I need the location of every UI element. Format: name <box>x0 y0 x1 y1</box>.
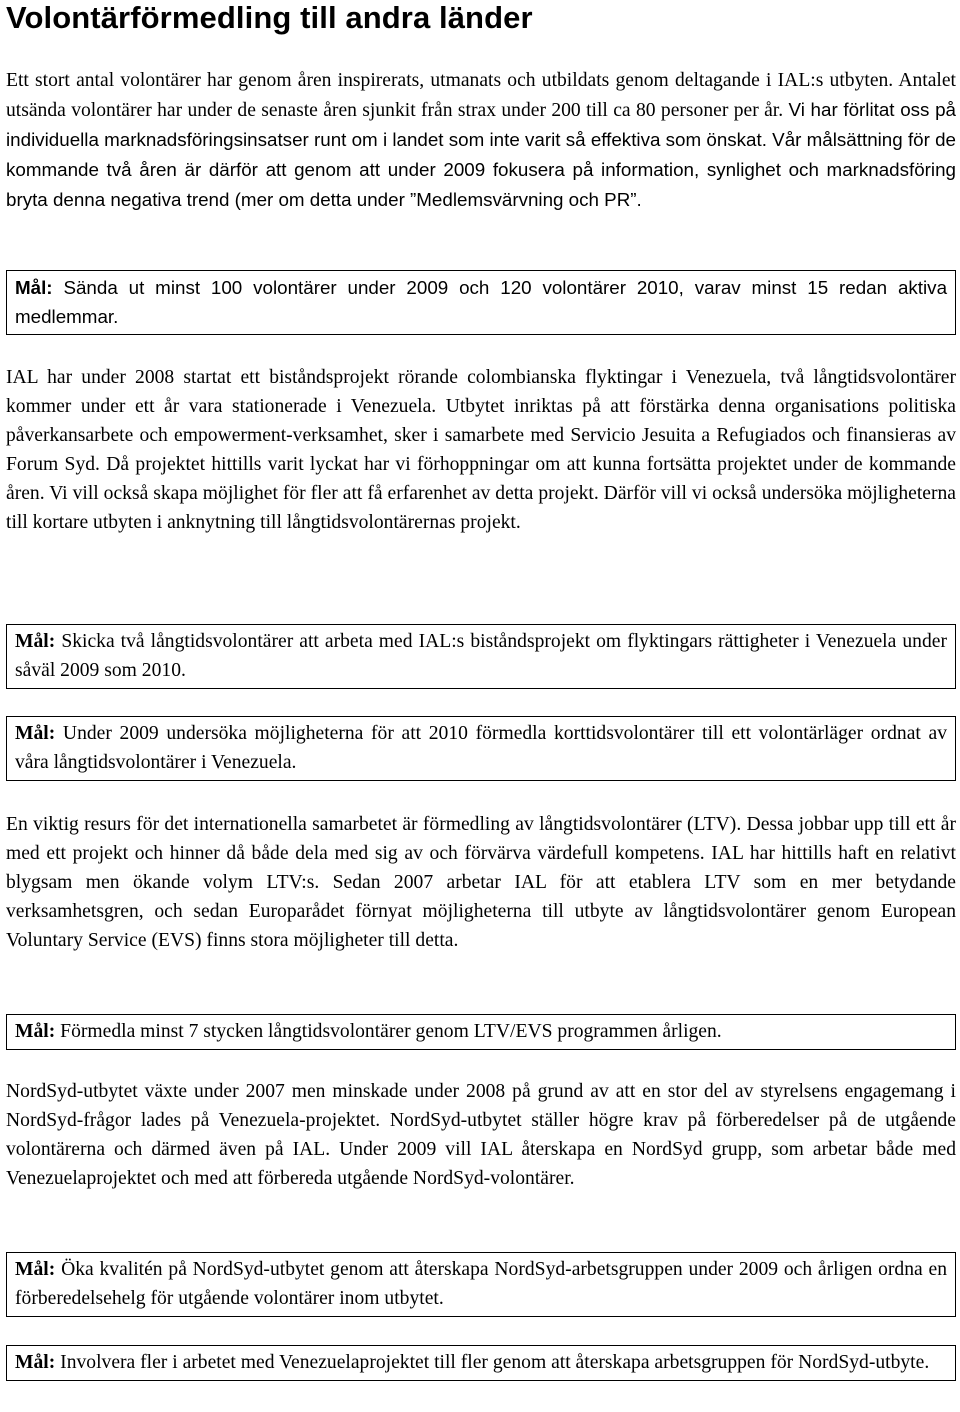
goal-box-4 <box>6 1014 956 1050</box>
goal-label: Mål: <box>15 1021 56 1042</box>
goal-label: Mål: <box>15 277 53 298</box>
goal-text: Förmedla minst 7 stycken långtidsvolontärer genom LTV/EVS programmen årligen. <box>60 1021 722 1042</box>
goal-text: Involvera fler i arbetet med Venezuelaprojektet till fler genom att återskapa arbetsgruppen för NordSyd-utbyte. <box>60 1352 930 1373</box>
venezuela-paragraph: IAL har under 2008 startat ett biståndsprojekt rörande colombianska flyktingar i Venezuela, två långtidsvolontärer kommer under ett år vara stationerade i Venezuela. Utbytet inriktas på att förstärka denna organisations politiska påverkansarbete och empowerment-verksamhet, sker i samarbete med Servicio Jesuita a Refugiados och finansieras av Forum Syd. Då projektet hittills varit lyckat har vi förhoppningar om att kunna fortsätta projektet under de kommande åren. Vi vill också skapa möjlighet för fler att få erfarenhet av detta projekt. Därför vill vi också undersöka möjligheterna till kortare utbyten i anknytning till långtidsvolontärernas projekt. <box>6 367 956 533</box>
ltv-paragraph: En viktig resurs för det internationella samarbetet är förmedling av långtidsvolontärer (LTV). Dessa jobbar upp till ett år med ett projekt och hinner då både dela med sig av och förvärva värdefull kompetens. IAL har hittills haft en relativt blygsam men ökande volym LTV:s. Sedan 2007 arbetar IAL för att etablera LTV som en mer betydande verksamhetsgren, och sedan Europarådet förnyat möjligheterna till utbyte av långtidsvolontärer genom European Voluntary Service (EVS) finns stora möjligheter till detta. <box>6 814 956 951</box>
goal-label: Mål: <box>15 631 56 652</box>
goal-box-2 <box>6 624 956 689</box>
intro-text-serif: Ett stort antal volontärer har genom åren inspirerats, utmanats och utbildats genom deltagande i IAL:s utbyten. Antalet utsända volontärer har under de senaste åren sjunkit från strax under 200 till ca 80 personer per år. <box>6 70 956 121</box>
goal-label: Mål: <box>15 1352 56 1373</box>
page-title: Volontärförmedling till andra länder <box>6 0 533 35</box>
goal-box-1 <box>6 270 956 335</box>
goal-box-3 <box>6 716 956 781</box>
goal-label: Mål: <box>15 1259 56 1280</box>
nordsyd-paragraph: NordSyd-utbytet växte under 2007 men minskade under 2008 på grund av att en stor del av styrelsens engagemang i NordSyd-frågor lades på Venezuela-projektet. NordSyd-utbytet ställer högre krav på förberedelser på de utgående volontärerna och därmed även på IAL. Under 2009 vill IAL återskapa en NordSyd grupp, som arbetar både med Venezuelaprojektet och med att förbereda utgående NordSyd-volontärer. <box>6 1081 956 1189</box>
goal-label: Mål: <box>15 723 56 744</box>
goal-text: Öka kvalitén på NordSyd-utbytet genom att återskapa NordSyd-arbetsgruppen under 2009 och årligen ordna en förberedelsehelg för utgående volontärer inom utbytet. <box>15 1259 948 1309</box>
goal-box-6 <box>6 1345 956 1381</box>
goal-text: Under 2009 undersöka möjligheterna för att 2010 förmedla korttidsvolontärer till ett volontärläger ordnat av våra långtidsvolontärer i Venezuela. <box>15 723 947 773</box>
intro-paragraph <box>6 66 956 215</box>
goal-text: Sända ut minst 100 volontärer under 2009 och 120 volontärer 2010, varav minst 15 redan aktiva medlemmar. <box>15 277 948 327</box>
goal-box-5 <box>6 1252 956 1317</box>
intro-text-sans: Vi har förlitat oss på individuella marknadsföringsinsatser runt om i landet som inte varit så effektiva som önskat. Vår målsättning för de kommande två åren är därför att genom att under 2009 fokusera på information, synlighet och marknadsföring bryta denna negativa trend (mer om detta under ”Medlemsvärvning och PR”. <box>6 99 956 210</box>
goal-text: Skicka två långtidsvolontärer att arbeta med IAL:s biståndsprojekt om flyktingars rättigheter i Venezuela under såväl 2009 som 2010. <box>15 631 947 681</box>
